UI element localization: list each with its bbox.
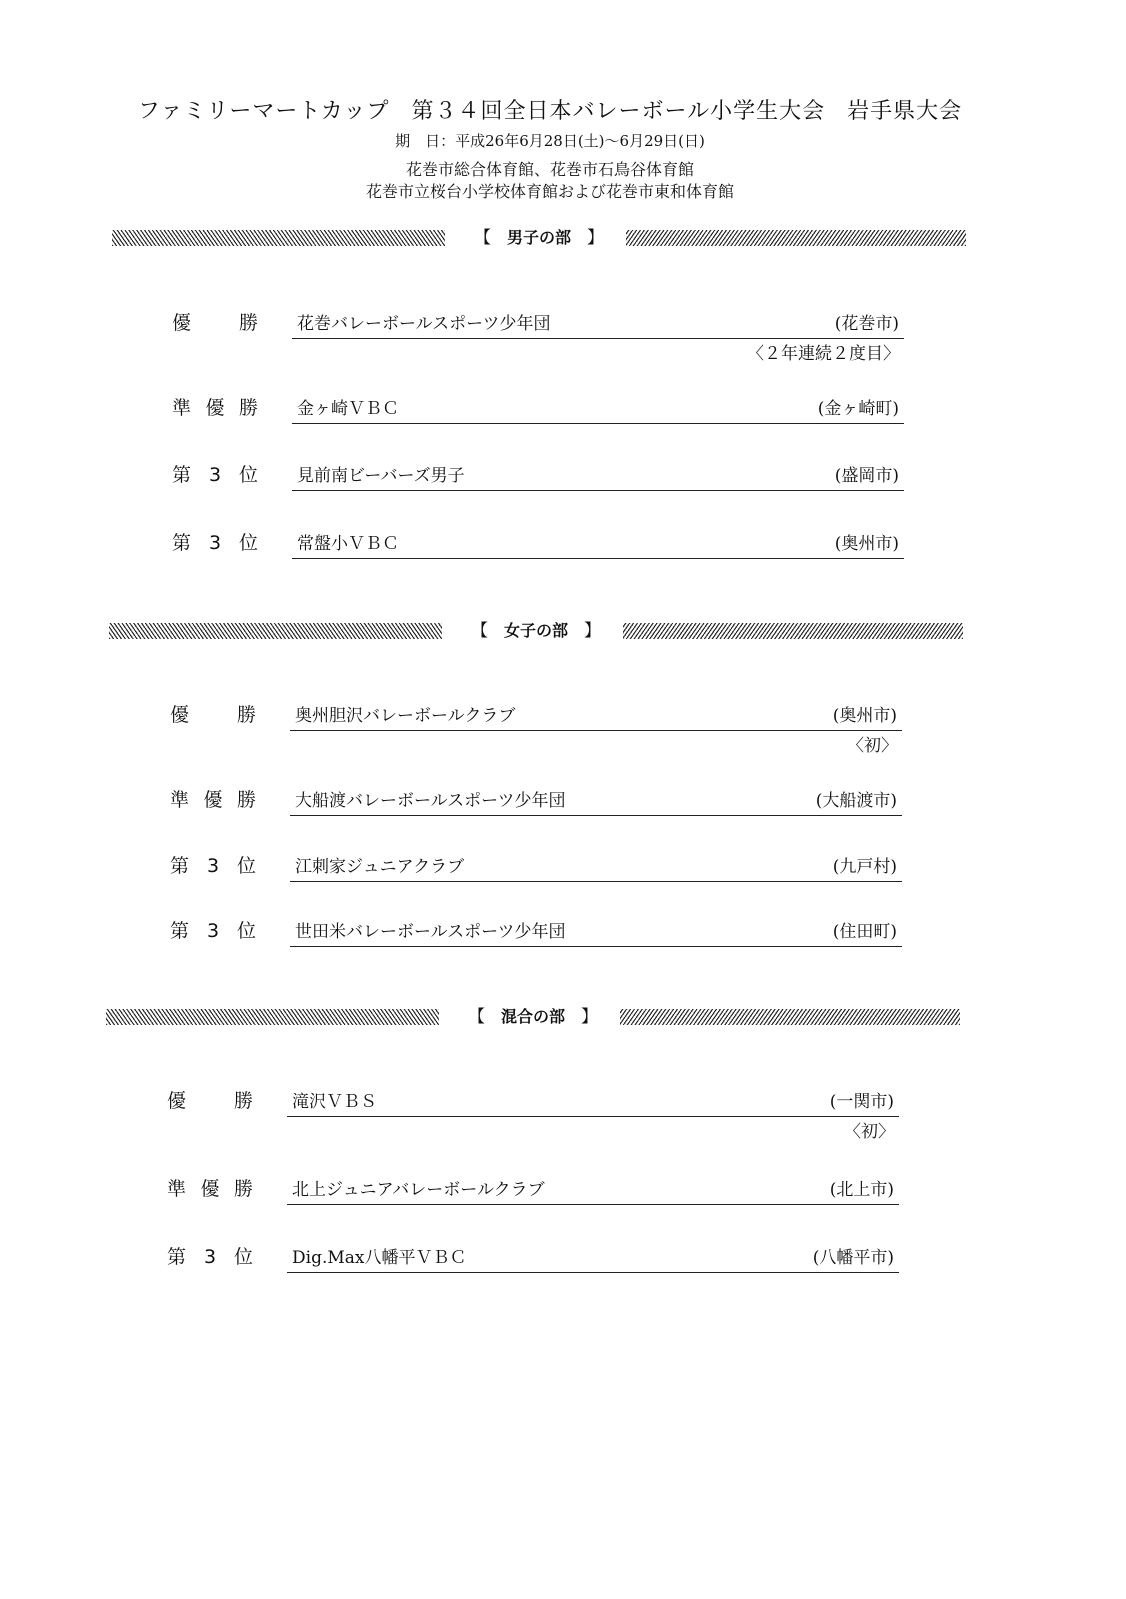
- hatch-decoration-right: [620, 1009, 960, 1025]
- result-line: [292, 395, 904, 424]
- result-note: 〈２年連続２度目〉: [747, 344, 900, 364]
- section-label-girls: 【 女子の部 】: [470, 621, 601, 641]
- section-label-boys: 【 男子の部 】: [473, 228, 604, 248]
- result-row-boys-1: [172, 310, 904, 364]
- rank-label: 準 優 勝: [167, 1178, 253, 1200]
- team-name: 常盤小ＶＢＣ: [297, 534, 399, 554]
- section-header-boys: [112, 225, 966, 251]
- rank-label: 第 3 位: [170, 920, 256, 942]
- team-name: 花巻バレーボールスポーツ少年団: [297, 314, 551, 334]
- rank-label: 優 勝: [167, 1090, 253, 1112]
- title-sponsor: ファミリーマートカップ: [137, 99, 390, 124]
- result-row-girls-4: [170, 918, 902, 948]
- team-city: (九戸村): [832, 857, 897, 877]
- result-row-girls-3: [170, 853, 902, 883]
- team-city: (盛岡市): [834, 466, 899, 486]
- team-name: Dig.Max八幡平ＶＢＣ: [292, 1248, 467, 1268]
- section-header-girls: [109, 618, 963, 644]
- result-line: [290, 787, 902, 816]
- section-label-mixed: 【 混合の部 】: [467, 1007, 598, 1027]
- result-line: [292, 462, 904, 491]
- rank-label: 第 3 位: [170, 855, 256, 877]
- team-city: (花巻市): [834, 314, 899, 334]
- result-row-mixed-3: [167, 1244, 899, 1274]
- hatch-decoration-left: [109, 623, 442, 639]
- event-venue: [0, 159, 1100, 203]
- team-name: 世田米バレーボールスポーツ少年団: [295, 922, 566, 942]
- result-line: [287, 1176, 899, 1205]
- result-line: [287, 1244, 899, 1273]
- team-city: (奥州市): [834, 534, 899, 554]
- result-row-mixed-1: [167, 1088, 899, 1142]
- result-note: 〈初〉: [847, 736, 898, 756]
- team-city: (北上市): [829, 1180, 894, 1200]
- hatch-decoration-right: [626, 230, 966, 246]
- team-city: (住田町): [832, 922, 897, 942]
- team-name: 北上ジュニアバレーボールクラブ: [292, 1180, 545, 1200]
- result-row-girls-1: [170, 702, 902, 756]
- result-row-boys-2: [172, 395, 904, 425]
- rank-label: 優 勝: [172, 312, 258, 334]
- result-row-boys-4: [172, 530, 904, 560]
- venue-line-1: 花巻市総合体育館、花巻市石鳥谷体育館: [405, 160, 694, 179]
- result-line: [292, 530, 904, 559]
- rank-label: 第 3 位: [172, 464, 258, 486]
- result-row-boys-3: [172, 462, 904, 492]
- rank-label: 優 勝: [170, 704, 256, 726]
- result-row-mixed-2: [167, 1176, 899, 1206]
- team-name: 滝沢ＶＢＳ: [292, 1092, 377, 1112]
- title-event: 第３４回全日本バレーボール小学生大会: [411, 99, 826, 124]
- team-name: 見前南ビーバーズ男子: [297, 466, 465, 486]
- team-city: (奥州市): [832, 706, 897, 726]
- hatch-decoration-left: [112, 230, 445, 246]
- team-city: (一関市): [829, 1092, 894, 1112]
- rank-label: 第 3 位: [167, 1246, 253, 1268]
- hatch-decoration-left: [106, 1009, 439, 1025]
- result-note: 〈初〉: [844, 1122, 895, 1142]
- result-line: [290, 702, 902, 756]
- team-name: 奥州胆沢バレーボールクラブ: [295, 706, 516, 726]
- title-region: 岩手県大会: [847, 99, 963, 124]
- team-city: (金ヶ崎町): [817, 399, 899, 419]
- team-name: 江刺家ジュニアクラブ: [295, 857, 465, 877]
- section-header-mixed: [106, 1004, 960, 1030]
- team-name: 大船渡バレーボールスポーツ少年団: [295, 791, 566, 811]
- tournament-title: [0, 95, 1100, 129]
- rank-label: 準 優 勝: [170, 789, 256, 811]
- hatch-decoration-right: [623, 623, 963, 639]
- result-row-girls-2: [170, 787, 902, 817]
- result-line: [287, 1088, 899, 1142]
- rank-label: 第 3 位: [172, 532, 258, 554]
- document-header: [0, 95, 1100, 203]
- result-line: [290, 918, 902, 947]
- team-city: (大船渡市): [815, 791, 897, 811]
- team-city: (八幡平市): [812, 1248, 894, 1268]
- event-date: 期 日：平成26年6月28日(土)～6月29日(日): [395, 132, 705, 150]
- rank-label: 準 優 勝: [172, 397, 258, 419]
- venue-line-2: 花巻市立桜台小学校体育館および花巻市東和体育館: [365, 182, 734, 201]
- team-name: 金ヶ崎ＶＢＣ: [297, 399, 399, 419]
- result-line: [290, 853, 902, 882]
- result-line: [292, 310, 904, 364]
